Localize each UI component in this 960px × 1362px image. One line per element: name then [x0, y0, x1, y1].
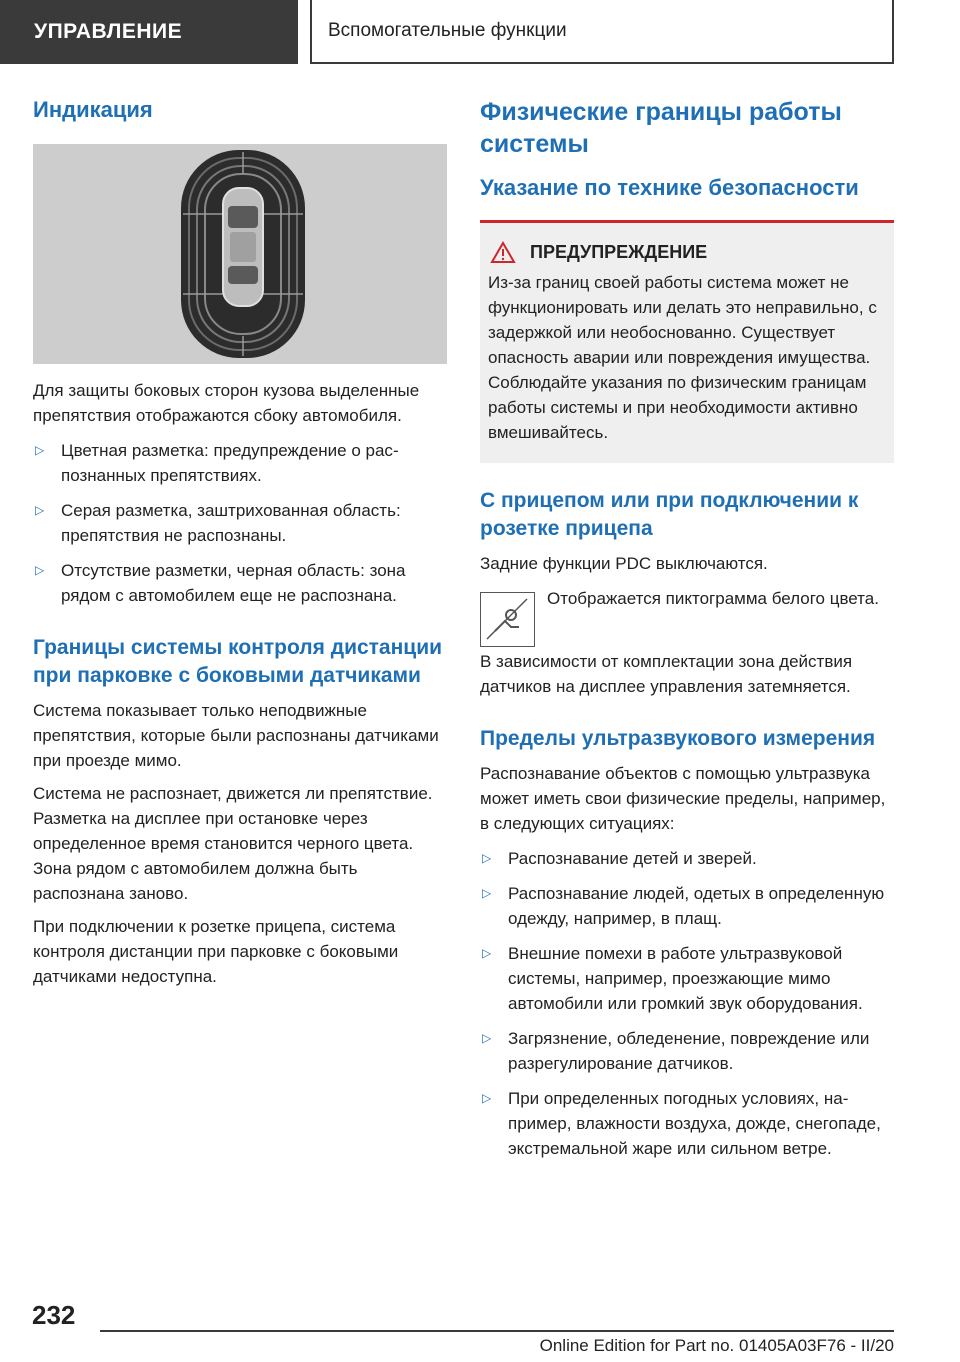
triangle-bullet-icon: ▷: [35, 443, 45, 457]
triangle-bullet-icon: ▷: [35, 563, 45, 577]
section-header: УПРАВЛЕНИЕ: [0, 0, 298, 64]
triangle-bullet-icon: ▷: [482, 1031, 492, 1045]
paragraph-ultrasonic: Распознавание объектов с помощью ультразвука может иметь свои физические пределы, например, в следующих ситуациях:: [480, 764, 886, 833]
heading-physical-limits: Физические границы работы системы: [480, 98, 842, 158]
paragraph: Система не распознает, движется ли препятствие. Разметка на дисплее при остановке через определенное время становится черного цвета. Зона рядом с автомобилем должна быть распознана заново.: [33, 784, 433, 903]
paragraph-icon: Отображается пиктограмма белого цвета.: [547, 589, 879, 608]
right-column: [480, 96, 894, 1161]
list-item: ▷ Цветная разметка: предупреждение о распознанных препятствиях.: [33, 438, 447, 488]
paragraph: Система показывает только неподвижные препятствия, которые были распознаны датчиками при проезде мимо.: [33, 701, 439, 770]
footer-edition: Online Edition for Part no. 01405A03F76 - II/20: [539, 1336, 894, 1355]
parking-display-image: [33, 144, 447, 364]
warning-title: ПРЕДУПРЕЖДЕНИЕ: [488, 241, 884, 264]
pictogram-row: [480, 586, 894, 647]
triangle-bullet-icon: ▷: [482, 886, 492, 900]
heading-indication: Индикация: [33, 97, 153, 122]
warning-text: Из-за границ своей работы система может не функционировать или делать это неправильно, с задержкой или необоснованно. Существует опасность аварии или повреждения имущества. Соблюдайте указания по физическим границам работы системы и при необходимости активно вмешивайтесь.: [488, 273, 877, 442]
footer-divider: [100, 1330, 894, 1332]
triangle-bullet-icon: ▷: [35, 503, 45, 517]
paragraph-rear: Задние функции PDC выключаются.: [480, 554, 768, 573]
chapter-header: Вспомогательные функции: [310, 0, 894, 64]
list-item: ▷ Внешние помехи в работе ультразвуковой системы, например, проезжающие мимо автомобили или громкий звук оборудования.: [480, 941, 894, 1016]
trailer-pictogram-icon: [480, 592, 535, 647]
page-number: 232: [32, 1300, 76, 1330]
left-column: [33, 96, 447, 989]
paragraph-zone: В зависимости от комплектации зона действия датчиков на дисплее управления затемняется.: [480, 652, 853, 696]
heading-ultrasonic: Пределы ультразвукового измерения: [480, 727, 876, 750]
list-item: ▷ Отсутствие разметки, черная область: зона рядом с автомобилем еще не распознана.: [33, 558, 447, 608]
paragraph: При подключении к розетке прицепа, система контроля дистанции при парковке с боковыми датчиками недоступна.: [33, 917, 399, 986]
triangle-bullet-icon: ▷: [482, 946, 492, 960]
warning-box: [480, 220, 894, 463]
list-item: ▷ Распознавание людей, одетых в определенную одежду, например, в плащ.: [480, 881, 894, 931]
warning-triangle-icon: [490, 241, 516, 264]
triangle-bullet-icon: ▷: [482, 851, 492, 865]
list-item: ▷ Распознавание детей и зверей.: [480, 846, 894, 871]
list-item: ▷ Серая разметка, заштрихованная область: препятствия не распознаны.: [33, 498, 447, 548]
paragraph-intro: Для защиты боковых сторон кузова выделенные препятствия отображаются сбоку автомобиля.: [33, 381, 420, 425]
list-item: ▷ При определенных погодных условиях, например, влажности воздуха, дожде, снегопаде, экстремальной жаре или сильном ветре.: [480, 1086, 894, 1161]
heading-safety: Указание по технике безопасности: [480, 175, 859, 200]
heading-limits: Границы системы контроля дистанции при парковке с боковыми датчиками: [33, 636, 443, 687]
triangle-bullet-icon: ▷: [482, 1091, 492, 1105]
heading-trailer: С прицепом или при подключении к розетке прицепа: [480, 489, 859, 540]
list-item: ▷ Загрязнение, обледенение, повреждение или разрегулирование датчиков.: [480, 1026, 894, 1076]
